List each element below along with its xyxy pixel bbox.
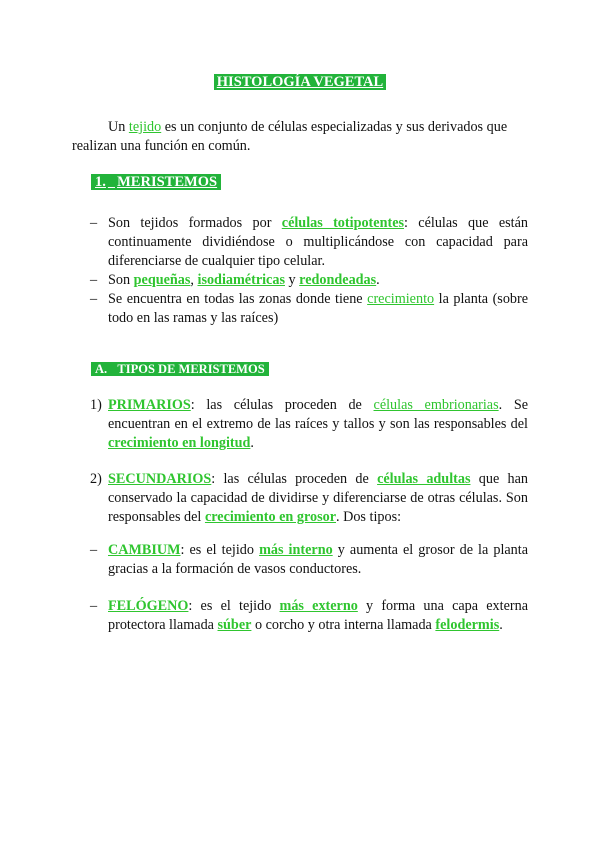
number-marker: 1) <box>90 397 102 413</box>
dash-marker: – <box>90 598 98 614</box>
item-text: : es el tejido <box>180 542 254 558</box>
highlight-term: crecimiento en grosor <box>204 509 336 525</box>
list-item <box>90 470 528 527</box>
highlight-term: células totipotentes <box>281 215 405 231</box>
highlight-term: CAMBIUM <box>108 542 181 558</box>
list-item <box>90 541 528 579</box>
bullet-text: Se encuentra en todas las zonas donde tiene <box>108 291 363 307</box>
list-item <box>90 396 528 453</box>
item-text: y aumenta el grosor de la planta gracias a la formación de vasos conductores. <box>108 542 529 577</box>
highlight-term: pequeñas <box>133 272 191 288</box>
item-text: : las células proceden de <box>211 471 369 487</box>
highlight-term: células adultas <box>377 471 471 487</box>
item-text: o corcho y otra interna llamada <box>254 617 432 633</box>
bullet-text: . <box>376 272 380 288</box>
intro-text-2: es un conjunto de células especializadas y sus derivados que realizan una función en común. <box>72 119 508 154</box>
bullet-text: y <box>288 272 296 288</box>
list-item <box>90 290 528 328</box>
highlight-tejido: tejido <box>128 119 162 135</box>
dash-marker: – <box>90 542 98 558</box>
highlight-term: SECUNDARIOS <box>108 471 212 487</box>
section-1-title: MERISTEMOS <box>117 174 218 190</box>
section-1-number: 1. <box>95 174 106 190</box>
document-title <box>0 74 600 91</box>
highlight-term: FELÓGENO <box>108 598 189 614</box>
item-text: . Se encuentran en el extremo de las raíces y tallos y son las responsables del <box>108 397 529 432</box>
bullet-text: la planta (sobre todo en las ramas y las raíces) <box>108 291 529 326</box>
list-item <box>90 597 528 635</box>
list-item <box>90 214 528 271</box>
highlight-term: más externo <box>279 598 358 614</box>
item-text: . <box>499 617 503 633</box>
subtype-list-felogeno <box>90 597 528 635</box>
intro-paragraph <box>72 118 528 156</box>
item-text: . <box>250 435 254 451</box>
highlight-term: PRIMARIOS <box>108 397 191 413</box>
item-text: : es el tejido <box>188 598 272 614</box>
meristem-bullet-list <box>90 214 528 328</box>
section-1-heading <box>91 174 221 191</box>
section-a-number: A. <box>95 362 108 376</box>
section-a-title: TIPOS DE MERISTEMOS <box>117 362 265 376</box>
item-text: y forma una capa externa protectora llamada <box>108 598 529 633</box>
highlight-term: células embrionarias <box>373 397 499 413</box>
highlight-term: crecimiento en longitud <box>108 435 251 451</box>
highlight-term: isodiamétricas <box>197 272 285 288</box>
highlight-term: más interno <box>259 542 333 558</box>
item-text: . Dos tipos: <box>336 509 402 525</box>
bullet-text: Son <box>108 272 131 288</box>
dash-marker: – <box>90 215 98 231</box>
dash-marker: – <box>90 272 98 288</box>
highlight-term: redondeadas <box>299 272 377 288</box>
highlight-term: crecimiento <box>367 291 435 307</box>
dash-marker: – <box>90 291 98 307</box>
list-item <box>90 271 528 290</box>
bullet-text: Son tejidos formados por <box>108 215 272 231</box>
highlight-term: felodermis <box>435 617 500 633</box>
item-text: : las células proceden de <box>190 397 362 413</box>
bullet-text: : células que están continuamente dividiéndose o multiplicándose con capacidad para diferenciarse de cualquier tipo celular. <box>108 215 528 269</box>
title-text: HISTOLOGÍA VEGETAL <box>214 74 386 90</box>
intro-text-1: Un <box>108 119 126 135</box>
item-text: que han conservado la capacidad de dividirse y diferenciarse de otras células. Son responsables del <box>108 471 528 525</box>
subtype-list-cambium <box>90 541 528 579</box>
number-marker: 2) <box>90 471 102 487</box>
section-a-heading <box>91 361 269 378</box>
highlight-term: súber <box>217 617 252 633</box>
bullet-text: , <box>190 272 194 288</box>
